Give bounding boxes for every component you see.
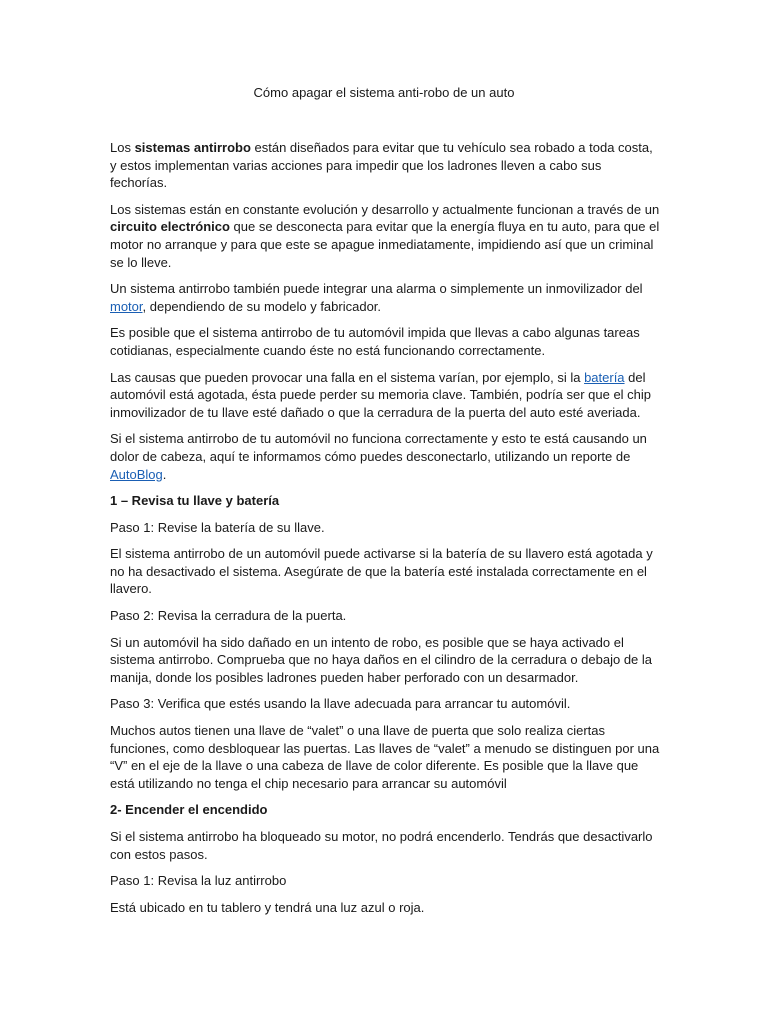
text-run: Los [110, 140, 135, 155]
text-run: Las causas que pueden provocar una falla en el sistema varían, por ejemplo, si la [110, 369, 585, 385]
paragraph-lock: Si un automóvil ha sido dañado en un intento de robo, es posible que se haya activado el sistema antirrobo. Comprueba que no haya daños en el cilindro de la cerradura o debajo de la manija, donde los posibles ladrones pueden haber perforado con un desarmador. [110, 634, 653, 685]
text-run: Los sistemas están en constante evolución y desarrollo y actualmente funcionan a través de un [110, 201, 660, 217]
document-title: Cómo apagar el sistema anti-robo de un auto [253, 85, 515, 100]
section-heading-1: 1 – Revisa tu llave y batería [110, 493, 280, 509]
paragraph-causes [110, 369, 660, 422]
paragraph-valet: Muchos autos tienen una llave de “valet” o una llave de puerta que solo realiza ciertas funciones, como desbloquear las puertas. Las llaves de “valet” a menudo se distinguen por una “V” en el eje de la llave o una cabeza de llave de color diferente. Es posible que la llave que está utilizando no tenga el chip necesario para arrancar su automóvil [110, 723, 660, 791]
text-run: , dependiendo de su modelo y fabricador. [142, 298, 382, 314]
text-run: que se desconecta para evitar que la energía fluya en tu auto, para que el motor no arranque y para que este se apague inmediatamente, impidiendo así que un criminal se lo lleve. [110, 219, 660, 270]
paragraph-battery: El sistema antirrobo de un automóvil puede activarse si la batería de su llavero está agotada y no ha desactivado el sistema. Asegúrate de que la batería esté instalada correctamente en el llavero. [110, 546, 653, 597]
step-1-battery: Paso 1: Revise la batería de su llave. [110, 519, 325, 535]
bold-term-sistemas-antirrobo: sistemas antirrobo [134, 140, 251, 155]
text-run: del automóvil está agotada, ésta puede perder su memoria clave. También, podría ser que el chip inmovilizador de tu llave esté dañado o que la cerradura de la puerta del auto esté averiada. [110, 369, 652, 420]
paragraph-disconnect [110, 430, 660, 483]
step-1-light: Paso 1: Revisa la luz antirrobo [110, 873, 287, 889]
text-run: . [162, 466, 167, 482]
text-run: Un sistema antirrobo también puede integrar una alarma o simplemente un inmovilizador del [110, 281, 643, 297]
step-2-lock: Paso 2: Revisa la cerradura de la puerta. [110, 608, 347, 624]
link-autoblog[interactable]: AutoBlog [110, 466, 163, 482]
text-run: Si el sistema antirrobo de tu automóvil no funciona correctamente y esto te está causando un dolor de cabeza, aquí te informamos cómo puedes desconectarlo, utilizando un reporte de [110, 431, 647, 464]
section-heading-2: 2- Encender el encendido [110, 802, 268, 818]
paragraph-dashboard: Está ubicado en tu tablero y tendrá una luz azul o roja. [110, 899, 425, 915]
bold-term-circuito-electronico: circuito electrónico [110, 219, 230, 235]
link-bateria[interactable]: batería [584, 369, 625, 385]
link-motor[interactable]: motor [110, 298, 143, 314]
paragraph-tasks: Es posible que el sistema antirrobo de tu automóvil impida que llevas a cabo algunas tareas cotidianas, especialmente cuando éste no está funcionando correctamente. [110, 325, 640, 358]
paragraph-ignition: Si el sistema antirrobo ha bloqueado su motor, no podrá encenderlo. Tendrás que desactivarlo con estos pasos. [110, 829, 653, 862]
step-3-key: Paso 3: Verifica que estés usando la llave adecuada para arrancar tu automóvil. [110, 696, 571, 712]
paragraph-intro [110, 139, 660, 192]
document-body [110, 139, 660, 925]
paragraph-evolution [110, 201, 660, 271]
text-run: están diseñados para evitar que tu vehículo sea robado a toda costa, y estos implementan varias acciones para impedir que los ladrones lleven a cabo sus fechorías. [110, 140, 653, 191]
paragraph-alarm [110, 280, 660, 315]
